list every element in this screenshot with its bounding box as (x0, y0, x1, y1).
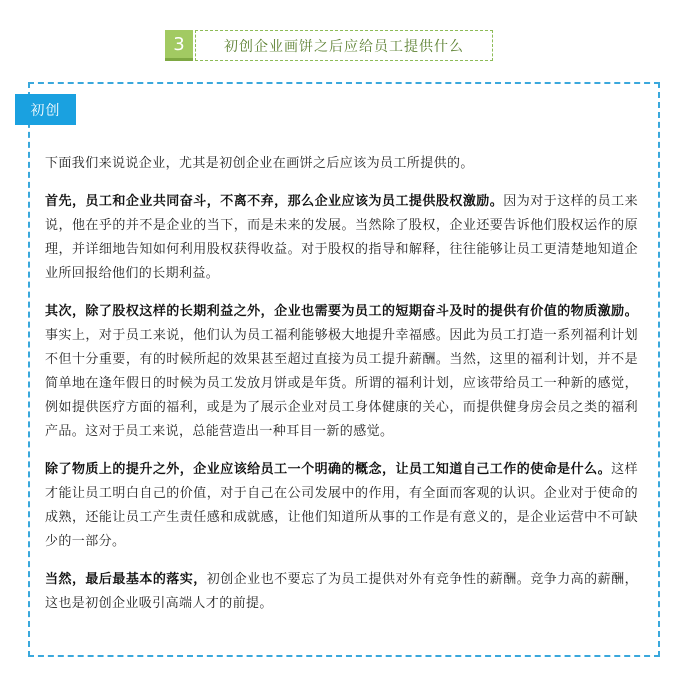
section-header (165, 30, 493, 61)
category-tag: 初创 (15, 94, 76, 125)
paragraph-text: 因为对于这样的员工来说，他在乎的并不是企业的当下，而是未来的发展。当然除了股权，企业还要告诉他们股权运作的原理，并详细地告知如何利用股权获得收益。对于股权的指导和解释，往往能够让员工更清楚地知道企业所回报给他们的长期利益。 (45, 194, 638, 281)
paragraph-text: 下面我们来说说企业，尤其是初创企业在画饼之后应该为员工所提供的。 (45, 156, 474, 171)
paragraph-bold: 当然，最后最基本的落实， (45, 572, 207, 587)
paragraph-text: 初创企业也不要忘了为员工提供对外有竞争性的薪酬。竞争力高的薪酬，这也是初创企业吸引高端人才的前提。 (45, 572, 638, 611)
paragraph-welfare (45, 300, 638, 444)
article-body (45, 152, 638, 630)
paragraph-bold: 首先，员工和企业共同奋斗，不离不弃，那么企业应该为员工提供股权激励。 (45, 194, 504, 209)
paragraph-salary (45, 568, 638, 616)
paragraph-equity (45, 190, 638, 286)
paragraph-bold: 除了物质上的提升之外，企业应该给员工一个明确的概念，让员工知道自己工作的使命是什么。 (45, 462, 612, 477)
paragraph-text: 这样才能让员工明白自己的价值，对于自己在公司发展中的作用，有全面而客观的认识。企业对于使命的成熟，还能让员工产生责任感和成就感，让他们知道所从事的工作是有意义的，是企业运营中不可缺少的一部分。 (45, 462, 638, 549)
section-title: 初创企业画饼之后应给员工提供什么 (195, 30, 493, 61)
paragraph-bold: 其次，除了股权这样的长期利益之外，企业也需要为员工的短期奋斗及时的提供有价值的物质激励。 (45, 304, 638, 319)
paragraph-mission (45, 458, 638, 554)
paragraph-text: 事实上，对于员工来说，他们认为员工福利能够极大地提升幸福感。因此为员工打造一系列福利计划不但十分重要，有的时候所起的效果甚至超过直接为员工提升薪酬。当然，这里的福利计划，并不是简单地在逢年假日的时候为员工发放月饼或是年货。所谓的福利计划，应该带给员工一种新的感觉，例如提供医疗方面的福利，或是为了展示企业对员工身体健康的关心，而提供健身房会员之类的福利产品。这对于员工来说，总能营造出一种耳目一新的感觉。 (45, 328, 638, 439)
paragraph-intro (45, 152, 638, 176)
section-number: 3 (165, 30, 193, 61)
